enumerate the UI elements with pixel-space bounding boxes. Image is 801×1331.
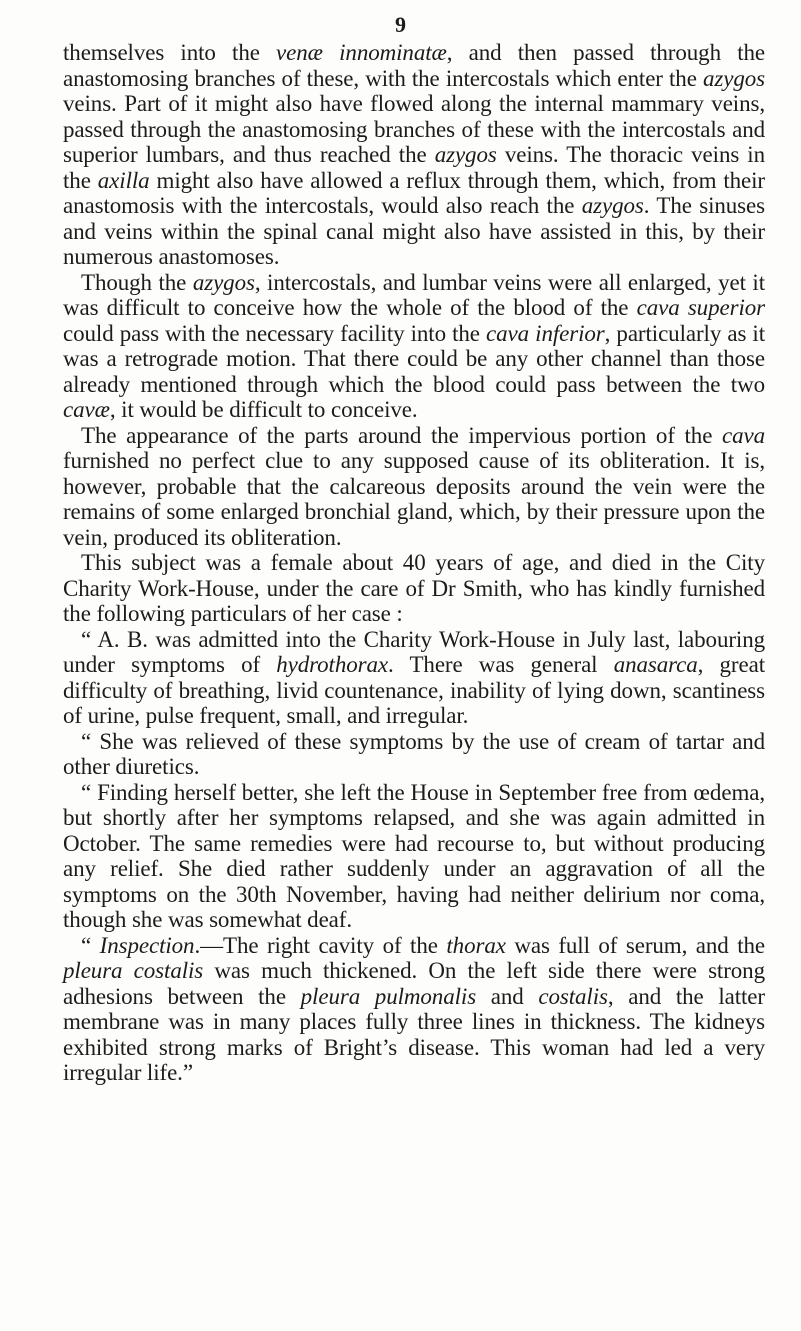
italic-term: axilla <box>97 167 150 193</box>
italic-term: cava <box>721 422 765 448</box>
text-run: . The sinuses and veins within the spinal canal might also have assisted in this, by their numerous anastomoses. <box>63 193 765 269</box>
italic-term: pleura costalis <box>63 958 204 983</box>
text-run: “ <box>81 932 100 958</box>
text-run: , and the latter membrane was in many places fully three lines in thickness. The kidneys exhibited strong marks of Bright’s disease. This woman had led a very irregular life.” <box>63 983 765 1085</box>
italic-term: pleura pulmonalis <box>300 983 477 1009</box>
text-run: , it would be difficult to conceive. <box>109 397 418 422</box>
text-run: . There was general <box>388 652 614 677</box>
text-run: .—The right cavity of the <box>194 932 447 958</box>
paragraph-obliteration <box>63 423 765 551</box>
italic-term: azygos <box>192 269 255 295</box>
paragraph-inspection <box>63 933 765 1086</box>
page-number: 9 <box>395 12 406 37</box>
text-run: could pass with the necessary facility into the <box>63 320 487 346</box>
paragraph-continuation-paragraph <box>63 40 765 270</box>
text-run: was full of serum, and the <box>505 932 765 958</box>
italic-term: cavæ <box>63 397 110 422</box>
text-run: , and then passed through the anastomosing branches of these, with the intercostals which enter the <box>63 40 765 91</box>
paragraph-subject <box>63 550 765 627</box>
text-run: might also have allowed a reflux through them, which, from their anastomosis with the intercostals, would also reach the <box>63 167 765 218</box>
body-text <box>63 40 765 1086</box>
italic-term: azygos <box>434 142 497 167</box>
text-run: was much thickened. On the left side there were strong adhesions between the <box>63 958 765 1009</box>
text-run: This subject was a female about 40 years of age, and died in the City Charity Work-House, under the care of Dr Smith, who has kindly furnished the following particulars of her case : <box>63 550 765 626</box>
italic-term: azygos <box>702 65 765 91</box>
text-run: “ Finding herself better, she left the House in September free from œdema, but shortly after her symptoms relapsed, and she was again admitted in October. The same remedies were had recourse to, but without producing any relief. She died rather suddenly under an aggravation of all the symptoms on the 30th November, having had neither delirium nor coma, though she was somewhat deaf. <box>63 779 765 932</box>
italic-term: cava superior <box>636 295 765 320</box>
text-run: “ A. B. was admitted into the Charity Work-House in July last, labouring under symptoms of <box>63 626 765 677</box>
text-run: , particularly as it was a retrograde motion. That there could be any other channel than those already mentioned through which the blood could pass between the two <box>63 320 765 397</box>
italic-term: cava inferior <box>486 320 605 346</box>
italic-term: venæ innominatæ <box>276 40 447 65</box>
text-run: veins. The thoracic veins in the <box>63 142 765 193</box>
italic-term: costalis <box>538 983 608 1009</box>
paragraph-admitted <box>63 627 765 729</box>
text-run: , intercostals, and lumbar veins were all enlarged, yet it was difficult to conceive how the whole of the blood of the <box>63 269 765 320</box>
text-run: Though the <box>81 269 193 295</box>
paragraph-relieved <box>63 729 765 780</box>
italic-term: anasarca <box>613 652 698 677</box>
text-run: furnished no perfect clue to any supposed cause of its obliteration. It is, however, probable that the calcareous deposits around the vein were the remains of some enlarged bronchial gland, which, by their pressure upon the vein, produced its obliteration. <box>63 448 765 550</box>
paragraph-cava-blood <box>63 270 765 423</box>
text-run: “ She was relieved of these symptoms by the use of cream of tartar and other diuretics. <box>63 728 765 779</box>
text-run: themselves into the <box>63 40 277 65</box>
text-run: veins. Part of it might also have flowed along the internal mammary veins, passed through the anastomosing branches of these with the intercostals and superior lumbars, and thus reached the <box>63 91 765 167</box>
text-run: and <box>476 983 539 1009</box>
italic-term: azygos <box>581 193 644 218</box>
text-run: The appearance of the parts around the impervious portion of the <box>81 422 722 448</box>
italic-term: hydrothorax <box>276 652 389 677</box>
paragraph-relapse <box>63 780 765 933</box>
italic-term: Inspection <box>99 932 195 958</box>
text-run: , great difficulty of breathing, livid countenance, inability of lying down, scantiness of urine, pulse frequent, small, and irregular. <box>63 652 765 728</box>
italic-term: thorax <box>446 932 506 958</box>
